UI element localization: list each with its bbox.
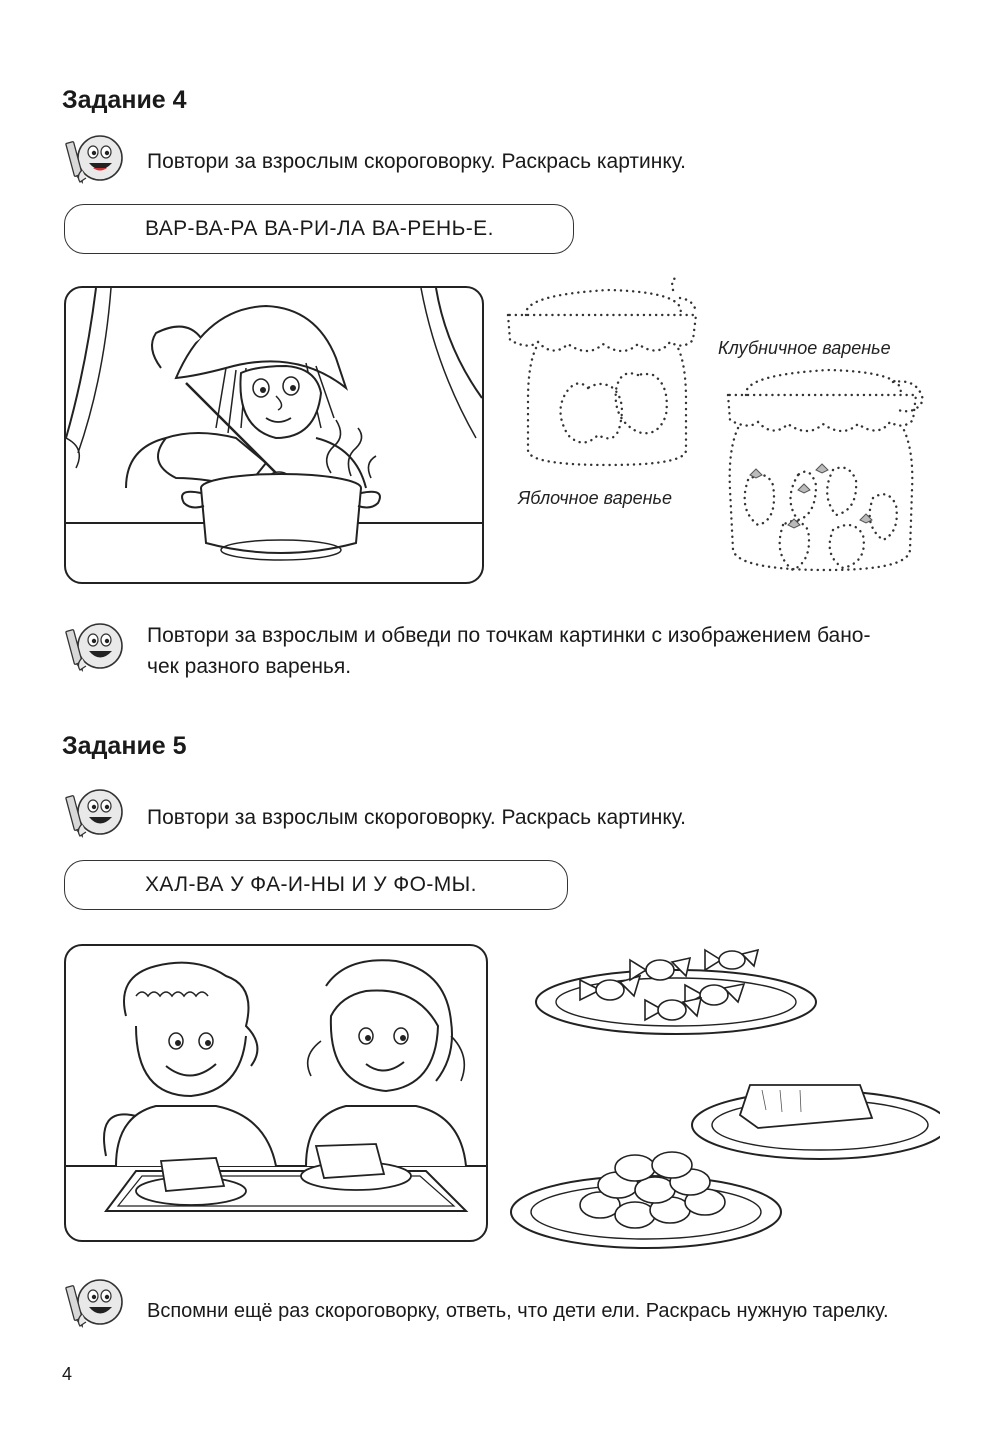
plate-pies[interactable] [511,1152,781,1248]
task4-instruction-2-line-2: чек разного варенья. [147,655,352,678]
page-number: 4 [62,1364,73,1384]
task4-instruction-2-line-1: Повтори за взрослым и обведи по точкам картинки с изображением бано- [147,624,871,647]
caption-apple-jam: Яблочное варенье [518,488,673,508]
jam-jars-dotted [498,270,938,600]
caption-strawberry-jam: Клубничное варенье [718,338,891,358]
task5-phrase: ХАЛ-ВА У ФА-И-НЫ И У ФО-МЫ. [145,873,477,896]
task5-instruction-2: Вспомни ещё раз скороговорку, ответь, что дети ели. Раскрась нужную тарелку. [147,1300,889,1322]
plates-choice [500,940,940,1260]
smiley-pencil-icon [62,1272,128,1338]
task4-title: Задание 4 [62,86,187,114]
smiley-pencil-icon [62,616,128,682]
task4-instruction-1: Повтори за взрослым скороговорку. Раскрась картинку. [147,150,687,173]
girl-cooking-picture [64,286,484,584]
task4-instruction-2 [147,620,870,682]
task5-phrase-box [64,860,568,910]
children-eating-picture [64,944,488,1242]
task4-phrase: ВАР-ВА-РА ВА-РИ-ЛА ВА-РЕНЬ-Е. [145,217,494,240]
task5-title: Задание 5 [62,732,187,760]
smiley-pencil-icon [62,128,128,194]
smiley-pencil-icon [62,782,128,848]
plate-candies[interactable] [536,950,816,1034]
task5-instruction-1: Повтори за взрослым скороговорку. Раскрась картинку. [147,806,687,829]
task4-phrase-box [64,204,574,254]
plate-halva[interactable] [692,1085,940,1159]
